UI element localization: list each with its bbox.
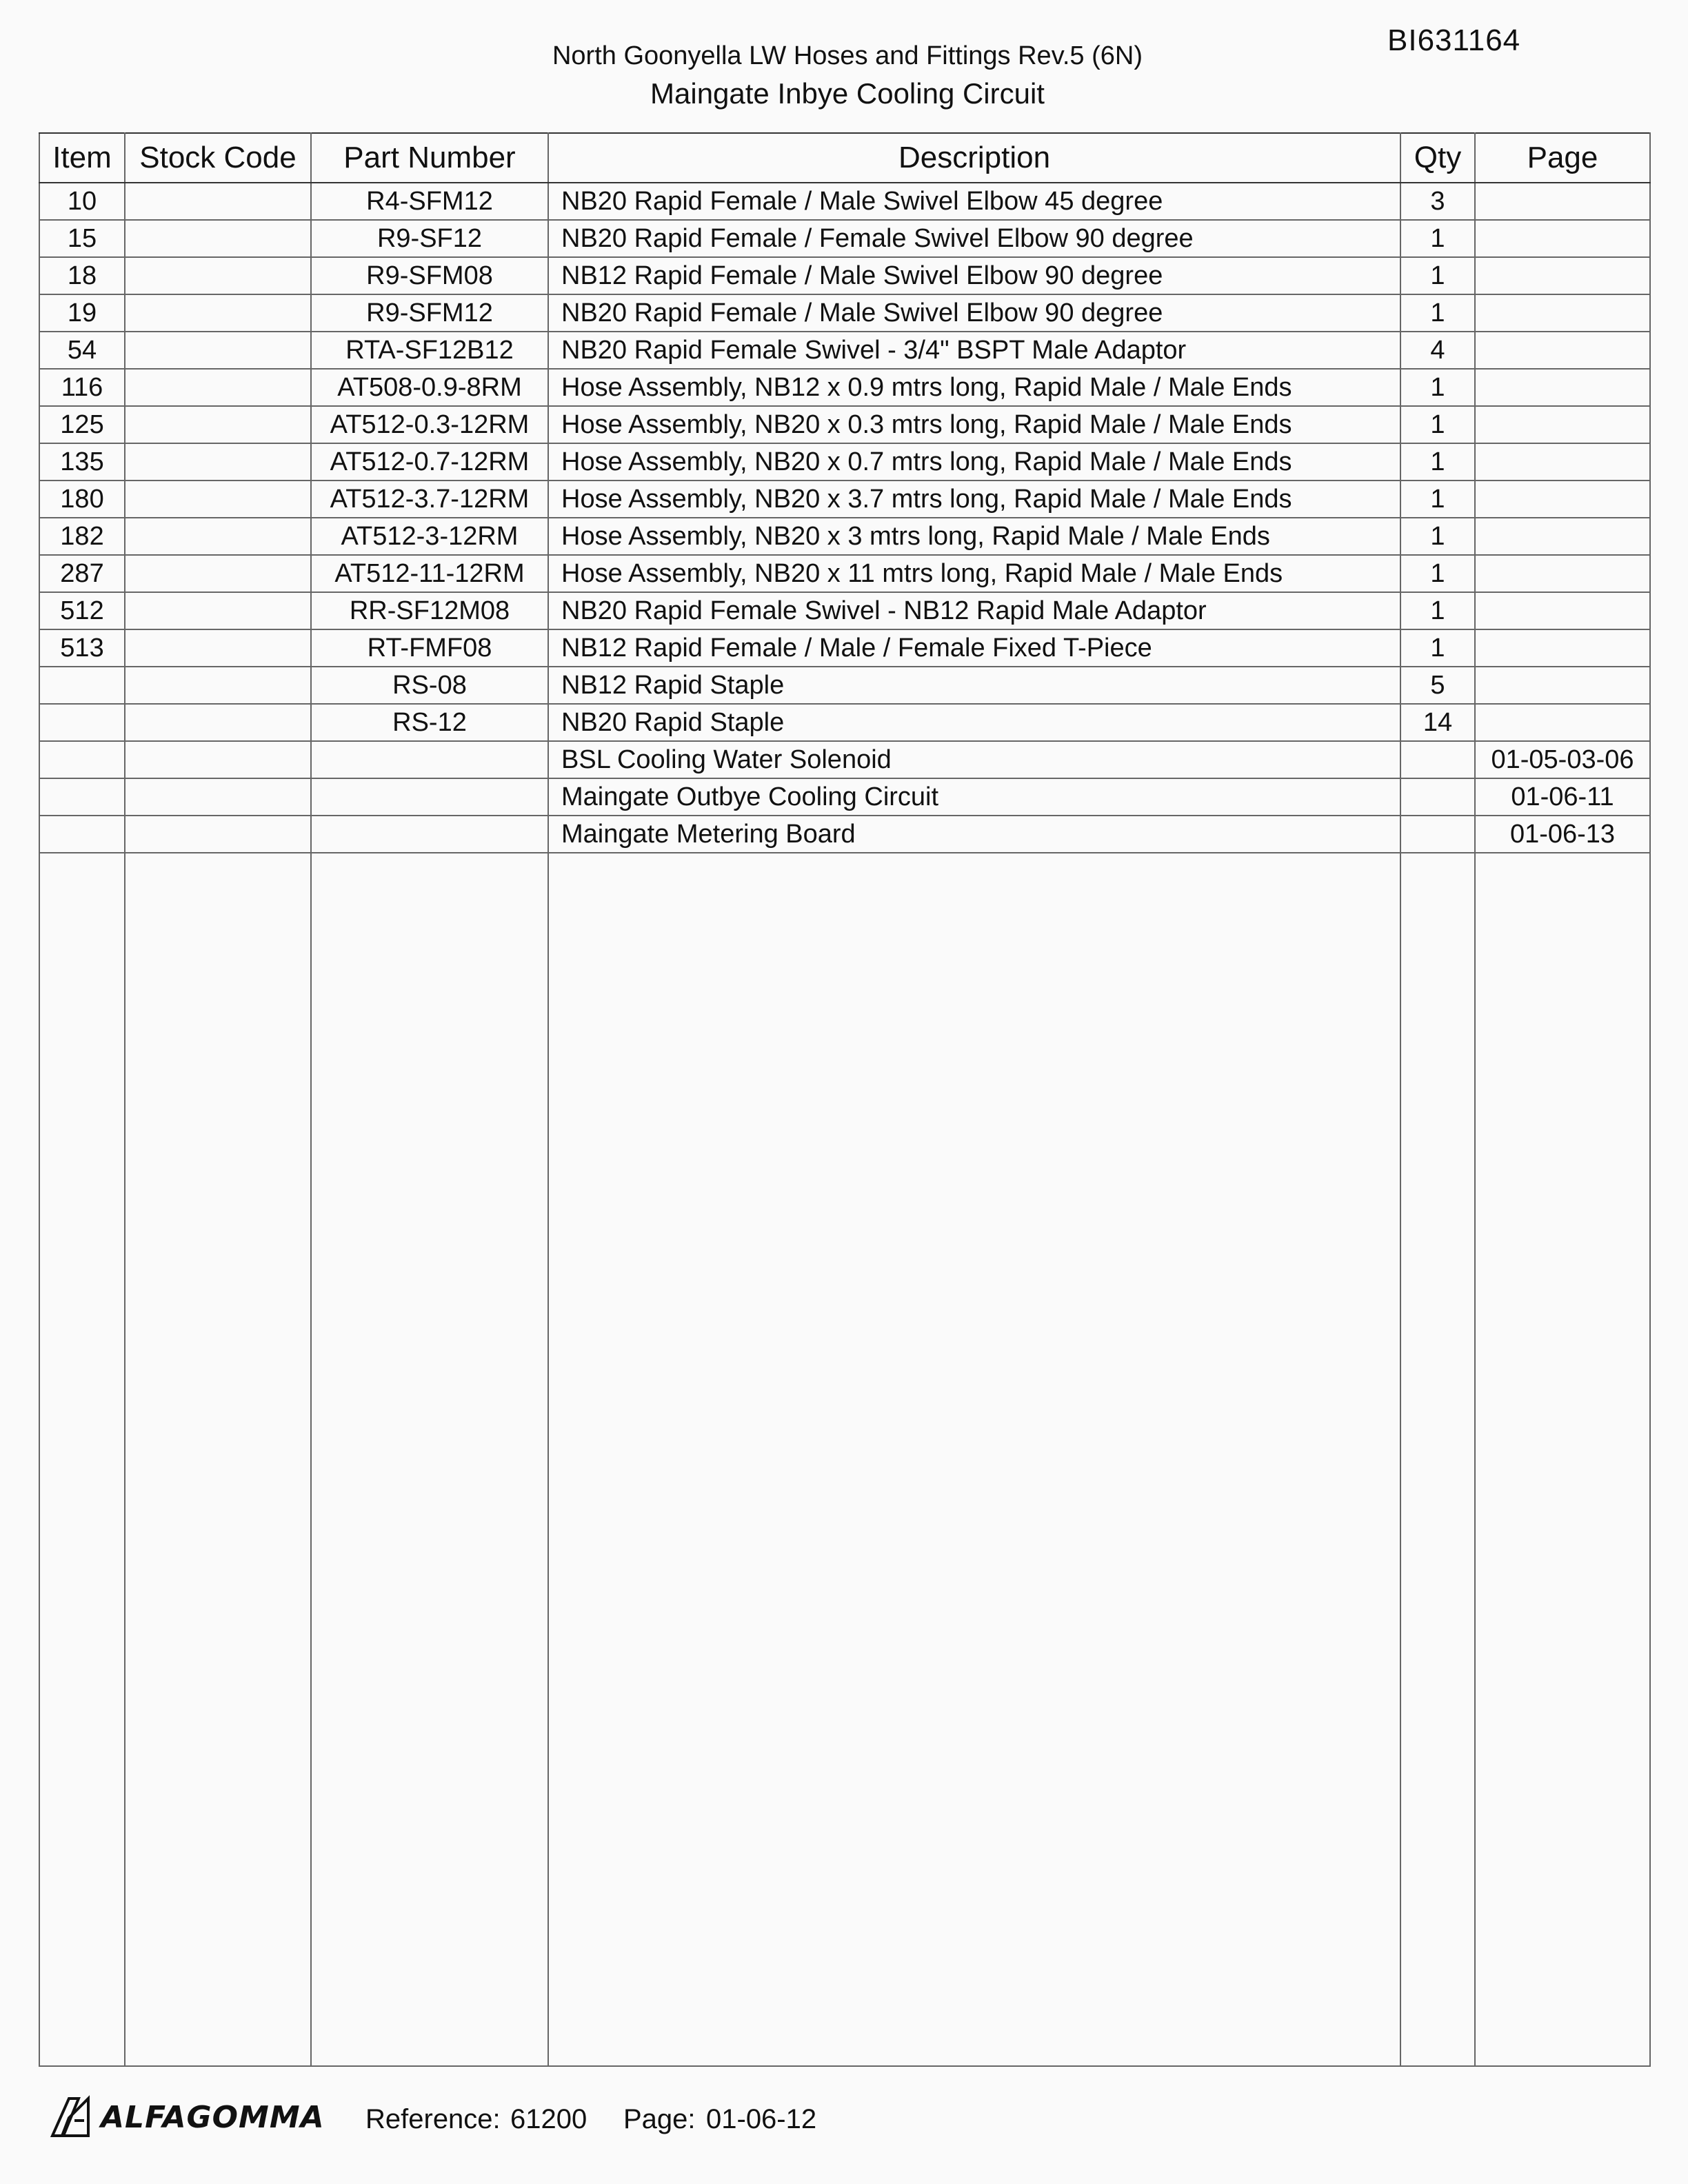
cell-page <box>1475 183 1650 220</box>
cell-item: 182 <box>39 518 125 555</box>
table-empty-area <box>39 853 1650 2066</box>
empty-cell <box>311 853 548 2066</box>
cell-item: 116 <box>39 369 125 406</box>
cell-stock-code <box>125 741 311 778</box>
cell-qty: 4 <box>1400 332 1475 369</box>
cell-qty: 5 <box>1400 667 1475 704</box>
cell-item <box>39 778 125 816</box>
table-row <box>39 592 1650 629</box>
cell-part-number: AT512-0.3-12RM <box>311 406 548 443</box>
cell-page: 01-06-13 <box>1475 816 1650 853</box>
cell-stock-code <box>125 704 311 741</box>
table-row <box>39 816 1650 853</box>
cell-part-number: RT-FMF08 <box>311 629 548 667</box>
cell-qty <box>1400 816 1475 853</box>
table-row <box>39 629 1650 667</box>
cell-page <box>1475 518 1650 555</box>
cell-part-number <box>311 816 548 853</box>
cell-description: Hose Assembly, NB20 x 11 mtrs long, Rapid Male / Male Ends <box>548 555 1400 592</box>
cell-item <box>39 704 125 741</box>
cell-item: 15 <box>39 220 125 257</box>
cell-page <box>1475 332 1650 369</box>
empty-cell <box>1400 853 1475 2066</box>
document-title: North Goonyella LW Hoses and Fittings Rev.5 (6N) <box>552 41 1143 70</box>
cell-description: Maingate Outbye Cooling Circuit <box>548 778 1400 816</box>
header-page: Page <box>1475 133 1650 183</box>
empty-cell <box>548 853 1400 2066</box>
cell-description: NB20 Rapid Female / Male Swivel Elbow 45 degree <box>548 183 1400 220</box>
cell-stock-code <box>125 406 311 443</box>
cell-description: Hose Assembly, NB20 x 0.3 mtrs long, Rapid Male / Male Ends <box>548 406 1400 443</box>
cell-page <box>1475 369 1650 406</box>
cell-part-number: R9-SFM08 <box>311 257 548 294</box>
table-row <box>39 481 1650 518</box>
cell-qty: 1 <box>1400 257 1475 294</box>
cell-item <box>39 741 125 778</box>
cell-qty: 1 <box>1400 629 1475 667</box>
alfagomma-logo-icon <box>48 2093 94 2142</box>
cell-item: 125 <box>39 406 125 443</box>
cell-item: 512 <box>39 592 125 629</box>
table-row <box>39 518 1650 555</box>
cell-description: NB20 Rapid Female Swivel - NB12 Rapid Male Adaptor <box>548 592 1400 629</box>
cell-stock-code <box>125 220 311 257</box>
table-row <box>39 443 1650 481</box>
cell-part-number: R4-SFM12 <box>311 183 548 220</box>
cell-stock-code <box>125 369 311 406</box>
table-row <box>39 332 1650 369</box>
cell-page <box>1475 592 1650 629</box>
cell-qty: 1 <box>1400 406 1475 443</box>
cell-item: 10 <box>39 183 125 220</box>
cell-qty: 1 <box>1400 443 1475 481</box>
cell-stock-code <box>125 667 311 704</box>
cell-stock-code <box>125 592 311 629</box>
cell-part-number: RTA-SF12B12 <box>311 332 548 369</box>
cell-qty: 14 <box>1400 704 1475 741</box>
cell-page <box>1475 667 1650 704</box>
cell-qty: 1 <box>1400 518 1475 555</box>
cell-part-number: RR-SF12M08 <box>311 592 548 629</box>
reference-value: 61200 <box>510 2104 587 2134</box>
table-row <box>39 704 1650 741</box>
cell-part-number: R9-SF12 <box>311 220 548 257</box>
empty-cell <box>1475 853 1650 2066</box>
cell-qty: 1 <box>1400 369 1475 406</box>
cell-item: 19 <box>39 294 125 332</box>
cell-page <box>1475 220 1650 257</box>
cell-part-number: AT512-11-12RM <box>311 555 548 592</box>
cell-qty: 1 <box>1400 555 1475 592</box>
cell-stock-code <box>125 257 311 294</box>
table-row <box>39 220 1650 257</box>
cell-qty: 1 <box>1400 481 1475 518</box>
cell-description: NB20 Rapid Female Swivel - 3/4" BSPT Male Adaptor <box>548 332 1400 369</box>
cell-stock-code <box>125 629 311 667</box>
table-row <box>39 183 1650 220</box>
cell-qty <box>1400 778 1475 816</box>
cell-part-number: RS-12 <box>311 704 548 741</box>
header-stock-code: Stock Code <box>125 133 311 183</box>
cell-page <box>1475 294 1650 332</box>
cell-item: 287 <box>39 555 125 592</box>
cell-description: BSL Cooling Water Solenoid <box>548 741 1400 778</box>
brand-logo <box>48 2093 325 2142</box>
cell-stock-code <box>125 816 311 853</box>
cell-description: Hose Assembly, NB12 x 0.9 mtrs long, Rapid Male / Male Ends <box>548 369 1400 406</box>
table-row <box>39 741 1650 778</box>
document-id: BI631164 <box>1387 23 1521 57</box>
cell-page <box>1475 443 1650 481</box>
cell-stock-code <box>125 294 311 332</box>
cell-qty: 1 <box>1400 592 1475 629</box>
reference-label: Reference: <box>365 2104 501 2134</box>
cell-part-number: AT508-0.9-8RM <box>311 369 548 406</box>
table-header-row <box>39 133 1650 183</box>
cell-description: NB12 Rapid Staple <box>548 667 1400 704</box>
cell-part-number <box>311 778 548 816</box>
cell-description: Maingate Metering Board <box>548 816 1400 853</box>
header-part-number: Part Number <box>311 133 548 183</box>
cell-part-number: RS-08 <box>311 667 548 704</box>
parts-table-body <box>39 183 1650 2066</box>
cell-part-number: AT512-3.7-12RM <box>311 481 548 518</box>
cell-page: 01-06-11 <box>1475 778 1650 816</box>
cell-page <box>1475 406 1650 443</box>
table-row <box>39 369 1650 406</box>
table-row <box>39 294 1650 332</box>
cell-description: NB20 Rapid Staple <box>548 704 1400 741</box>
cell-item: 18 <box>39 257 125 294</box>
cell-stock-code <box>125 481 311 518</box>
cell-stock-code <box>125 332 311 369</box>
cell-page <box>1475 629 1650 667</box>
cell-qty: 1 <box>1400 220 1475 257</box>
cell-item: 135 <box>39 443 125 481</box>
cell-stock-code <box>125 183 311 220</box>
section-title: Maingate Inbye Cooling Circuit <box>650 77 1045 110</box>
table-row <box>39 667 1650 704</box>
cell-page <box>1475 555 1650 592</box>
table-row <box>39 406 1650 443</box>
empty-cell <box>125 853 311 2066</box>
cell-page <box>1475 704 1650 741</box>
cell-stock-code <box>125 778 311 816</box>
cell-item <box>39 816 125 853</box>
cell-stock-code <box>125 518 311 555</box>
page-value: 01-06-12 <box>706 2104 817 2134</box>
cell-description: NB12 Rapid Female / Male Swivel Elbow 90 degree <box>548 257 1400 294</box>
cell-stock-code <box>125 443 311 481</box>
table-row <box>39 555 1650 592</box>
page-label: Page: <box>623 2104 696 2134</box>
cell-description: Hose Assembly, NB20 x 0.7 mtrs long, Rapid Male / Male Ends <box>548 443 1400 481</box>
cell-page: 01-05-03-06 <box>1475 741 1650 778</box>
cell-item <box>39 667 125 704</box>
header-item: Item <box>39 133 125 183</box>
cell-qty <box>1400 741 1475 778</box>
cell-description: NB12 Rapid Female / Male / Female Fixed T-Piece <box>548 629 1400 667</box>
cell-description: NB20 Rapid Female / Male Swivel Elbow 90 degree <box>548 294 1400 332</box>
cell-qty: 1 <box>1400 294 1475 332</box>
page-footer <box>48 2089 1634 2144</box>
cell-description: Hose Assembly, NB20 x 3 mtrs long, Rapid Male / Male Ends <box>548 518 1400 555</box>
cell-part-number: AT512-3-12RM <box>311 518 548 555</box>
cell-part-number: R9-SFM12 <box>311 294 548 332</box>
logo-text: ALFAGOMMA <box>101 2100 325 2135</box>
parts-table <box>39 132 1651 2067</box>
header-description: Description <box>548 133 1400 183</box>
cell-description: NB20 Rapid Female / Female Swivel Elbow 90 degree <box>548 220 1400 257</box>
cell-description: Hose Assembly, NB20 x 3.7 mtrs long, Rapid Male / Male Ends <box>548 481 1400 518</box>
cell-item: 54 <box>39 332 125 369</box>
cell-page <box>1475 257 1650 294</box>
cell-page <box>1475 481 1650 518</box>
table-row <box>39 778 1650 816</box>
cell-item: 180 <box>39 481 125 518</box>
cell-qty: 3 <box>1400 183 1475 220</box>
cell-item: 513 <box>39 629 125 667</box>
header-qty: Qty <box>1400 133 1475 183</box>
table-row <box>39 257 1650 294</box>
cell-part-number: AT512-0.7-12RM <box>311 443 548 481</box>
empty-cell <box>39 853 125 2066</box>
cell-stock-code <box>125 555 311 592</box>
cell-part-number <box>311 741 548 778</box>
